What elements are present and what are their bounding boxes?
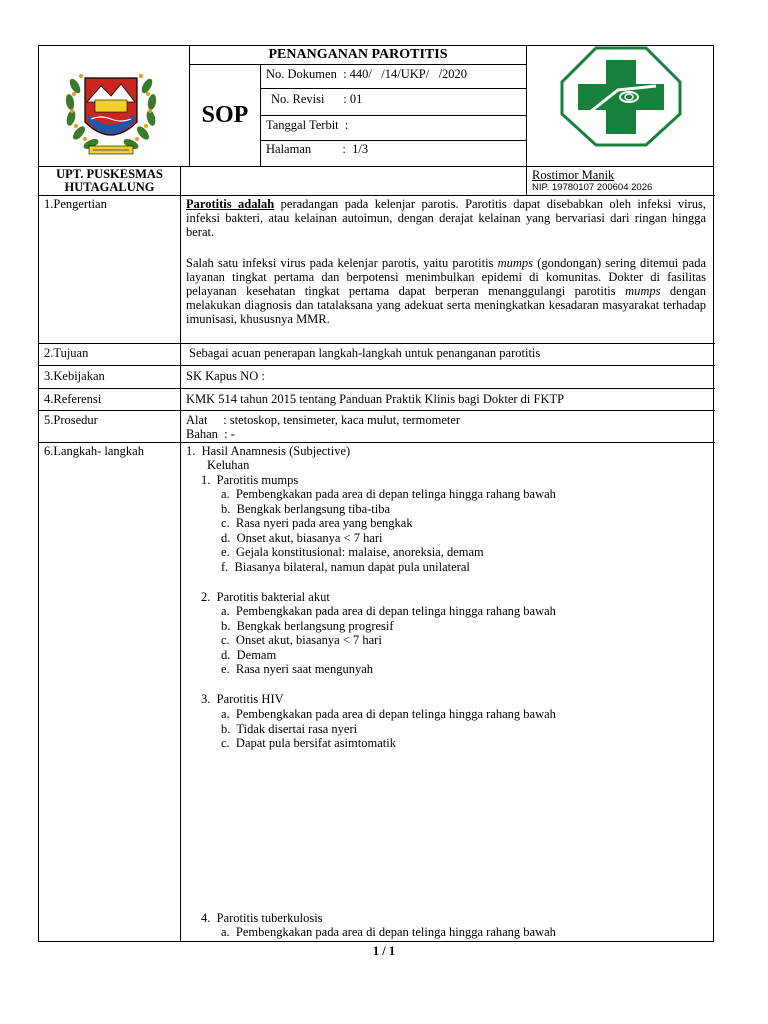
regency-emblem-logo	[61, 56, 161, 160]
list-item: b. Bengkak berlangsung progresif	[221, 618, 394, 633]
p2-part-c: dengan melakukan diagnosis dan tatalaksana yang adekuat serta meningkatkan kesadaran masyarakat terhadap imunisasi, khususnya MMR.	[186, 284, 707, 326]
hiv-section-title: 3. Parotitis HIV	[201, 692, 284, 706]
page-count: Halaman : 1/3	[266, 142, 369, 156]
tb-section-title: 4. Parotitis tuberkulosis	[201, 911, 323, 925]
prosedur-alat: Alat : stetoskop, tensimeter, kaca mulut, termometer	[186, 413, 461, 427]
list-item: b. Bengkak berlangsung tiba-tiba	[221, 501, 391, 516]
list-item: e. Rasa nyeri saat mengunyah	[221, 662, 374, 677]
p2-mumps-2: mumps	[625, 284, 661, 298]
signer-name: Rostimor Manik	[532, 168, 615, 182]
row-label-pengertian: 1.Pengertian	[44, 197, 107, 211]
list-item: d. Demam	[221, 647, 277, 662]
page-footer: 1 / 1	[372, 944, 396, 958]
bacterial-section-title: 2. Parotitis bakterial akut	[201, 590, 330, 604]
row-label-langkah: 6.Langkah- langkah	[44, 444, 144, 458]
institution-line-2: HUTAGALUNG	[64, 180, 155, 194]
kebijakan-text: SK Kapus NO :	[186, 369, 265, 383]
institution-line-1: UPT. PUSKESMAS	[56, 167, 163, 181]
row-label-tujuan: 2.Tujuan	[44, 346, 89, 360]
pengertian-p1-text: peradangan pada kelenjar parotis. Parotitis dapat disebabkan oleh infeksi virus, infeksi bakteri, atau kelainan autoimun, dengan derajat kelainan yang bervariasi dari ringan hingga berat.	[186, 197, 706, 239]
list-item: c. Rasa nyeri pada area yang bengkak	[221, 516, 413, 531]
list-item: a. Pembengkakan pada area di depan telinga hingga rahang bawah	[221, 604, 556, 618]
pengertian-term: Parotitis adalah	[186, 197, 275, 211]
revision-number: No. Revisi : 01	[271, 92, 363, 106]
list-item: a. Pembengkakan pada area di depan telinga hingga rahang bawah	[221, 707, 556, 721]
list-item: c. Onset akut, biasanya < 7 hari	[221, 633, 382, 648]
institution-name	[39, 168, 180, 194]
pengertian-paragraph-1	[186, 197, 706, 239]
sop-table	[38, 167, 714, 942]
list-item: a. Pembengkakan pada area di depan telinga hingga rahang bawah	[221, 487, 556, 501]
document-header	[38, 45, 714, 167]
mumps-section-title: 1. Parotitis mumps	[201, 473, 299, 487]
row-label-prosedur: 5.Prosedur	[44, 413, 98, 427]
referensi-text: KMK 514 tahun 2015 tentang Panduan Praktik Klinis bagi Dokter di FKTP	[186, 392, 565, 406]
tujuan-text: Sebagai acuan penerapan langkah-langkah untuk penanganan parotitis	[189, 346, 541, 360]
keluhan-label: Keluhan	[207, 458, 250, 472]
list-item: f. Biasanya bilateral, namun dapat pula unilateral	[221, 560, 470, 574]
list-item: c. Dapat pula bersifat asimtomatik	[221, 736, 396, 751]
p2-mumps-1: mumps	[497, 256, 534, 270]
document-title: PENANGANAN PAROTITIS	[268, 47, 448, 62]
langkah-heading: 1. Hasil Anamnesis (Subjective)	[186, 444, 351, 458]
list-item: a. Pembengkakan pada area di depan telinga hingga rahang bawah	[221, 925, 556, 939]
doc-number: No. Dokumen : 440/ /14/UKP/ /2020	[266, 67, 468, 81]
puskesmas-logo	[560, 46, 682, 147]
row-label-kebijakan: 3.Kebijakan	[44, 369, 105, 383]
list-item: e. Gejala konstitusional: malaise, anoreksia, demam	[221, 545, 484, 560]
pengertian-paragraph-2	[186, 256, 706, 326]
sop-label: SOP	[201, 102, 249, 128]
p2-part-a: Salah satu infeksi virus pada kelenjar parotis, yaitu parotitis	[186, 256, 494, 270]
prosedur-bahan: Bahan : -	[186, 427, 235, 441]
issue-date: Tanggal Terbit :	[266, 118, 349, 132]
row-label-referensi: 4.Referensi	[44, 392, 102, 406]
list-item: d. Onset akut, biasanya < 7 hari	[221, 530, 383, 545]
signer-nip: NIP. 19780107 200604 2026	[532, 182, 653, 193]
p2-part-b: (gondongan) sering ditemui pada layanan tingkat pertama dan berpotensi menimbulkan epidemi di komunitas. Dokter di fasilitas pelayanan kesehatan tingkat pertama dapat berperan menanggulangi parotitis	[186, 256, 707, 298]
list-item: b. Tidak disertai rasa nyeri	[221, 721, 358, 736]
